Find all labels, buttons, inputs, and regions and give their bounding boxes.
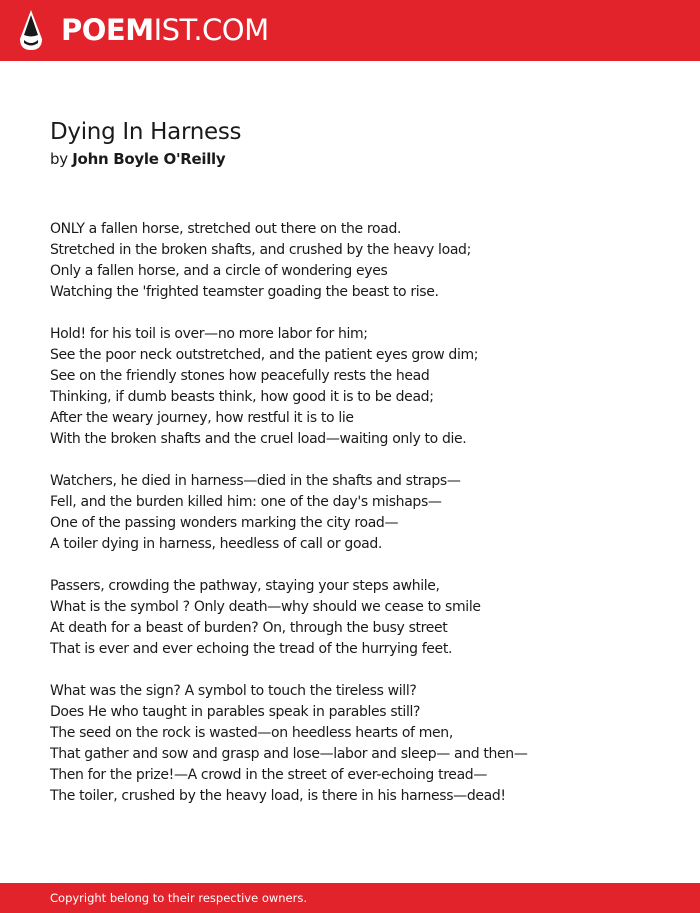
copyright-text: Copyright belong to their respective owners. — [50, 891, 308, 905]
poem-line: Only a fallen horse, and a circle of wondering eyes — [50, 263, 388, 279]
poem-line: See on the friendly stones how peacefully rests the head — [50, 368, 430, 384]
poem-body — [50, 219, 670, 828]
poem-line: What was the sign? A symbol to touch the tireless will? — [50, 683, 417, 699]
site-footer — [0, 883, 700, 913]
poem-line: Does He who taught in parables speak in parables still? — [50, 704, 421, 720]
site-header — [0, 0, 700, 61]
stanza — [50, 471, 670, 555]
poem-line: Watching the 'frighted teamster goading the beast to rise. — [50, 284, 439, 300]
stanza — [50, 219, 670, 303]
poem-line: See the poor neck outstretched, and the patient eyes grow dim; — [50, 347, 479, 363]
by-label: by — [50, 150, 68, 168]
poem-line: Passers, crowding the pathway, staying your steps awhile, — [50, 578, 440, 594]
poem-line: Then for the prize!—A crowd in the street of ever-echoing tread— — [50, 767, 487, 783]
poem-line: Fell, and the burden killed him: one of the day's mishaps— — [50, 494, 442, 510]
poem-line: Stretched in the broken shafts, and crushed by the heavy load; — [50, 242, 471, 258]
site-logo[interactable] — [61, 13, 269, 47]
stanza — [50, 324, 670, 450]
byline — [50, 149, 225, 169]
poem-line: ONLY a fallen horse, stretched out there on the road. — [50, 221, 402, 237]
poem-line: With the broken shafts and the cruel load—waiting only to die. — [50, 431, 467, 447]
poem-line: That is ever and ever echoing the tread of the hurrying feet. — [50, 641, 453, 657]
poem-line: At death for a beast of burden? On, through the busy street — [50, 620, 448, 636]
poem-line: What is the symbol ? Only death—why should we cease to smile — [50, 599, 481, 615]
pencil-tip-icon — [18, 9, 44, 51]
poem-line: A toiler dying in harness, heedless of call or goad. — [50, 536, 383, 552]
stanza — [50, 681, 670, 807]
poem-line: The toiler, crushed by the heavy load, is there in his harness—dead! — [50, 788, 506, 804]
poem-line: After the weary journey, how restful it is to lie — [50, 410, 354, 426]
poem-line: Hold! for his toil is over—no more labor for him; — [50, 326, 368, 342]
logo-bold-text: POEM — [61, 13, 154, 47]
stanza — [50, 576, 670, 660]
author-name: John Boyle O'Reilly — [72, 150, 226, 168]
poem-line: That gather and sow and grasp and lose—labor and sleep— and then— — [50, 746, 528, 762]
poem-line: One of the passing wonders marking the city road— — [50, 515, 399, 531]
poem-line: Thinking, if dumb beasts think, how good it is to be dead; — [50, 389, 434, 405]
poem-title: Dying In Harness — [50, 119, 242, 145]
poem-line: Watchers, he died in harness—died in the shafts and straps— — [50, 473, 461, 489]
poem-line: The seed on the rock is wasted—on heedless hearts of men, — [50, 725, 453, 741]
logo-light-text: IST.COM — [153, 13, 269, 47]
